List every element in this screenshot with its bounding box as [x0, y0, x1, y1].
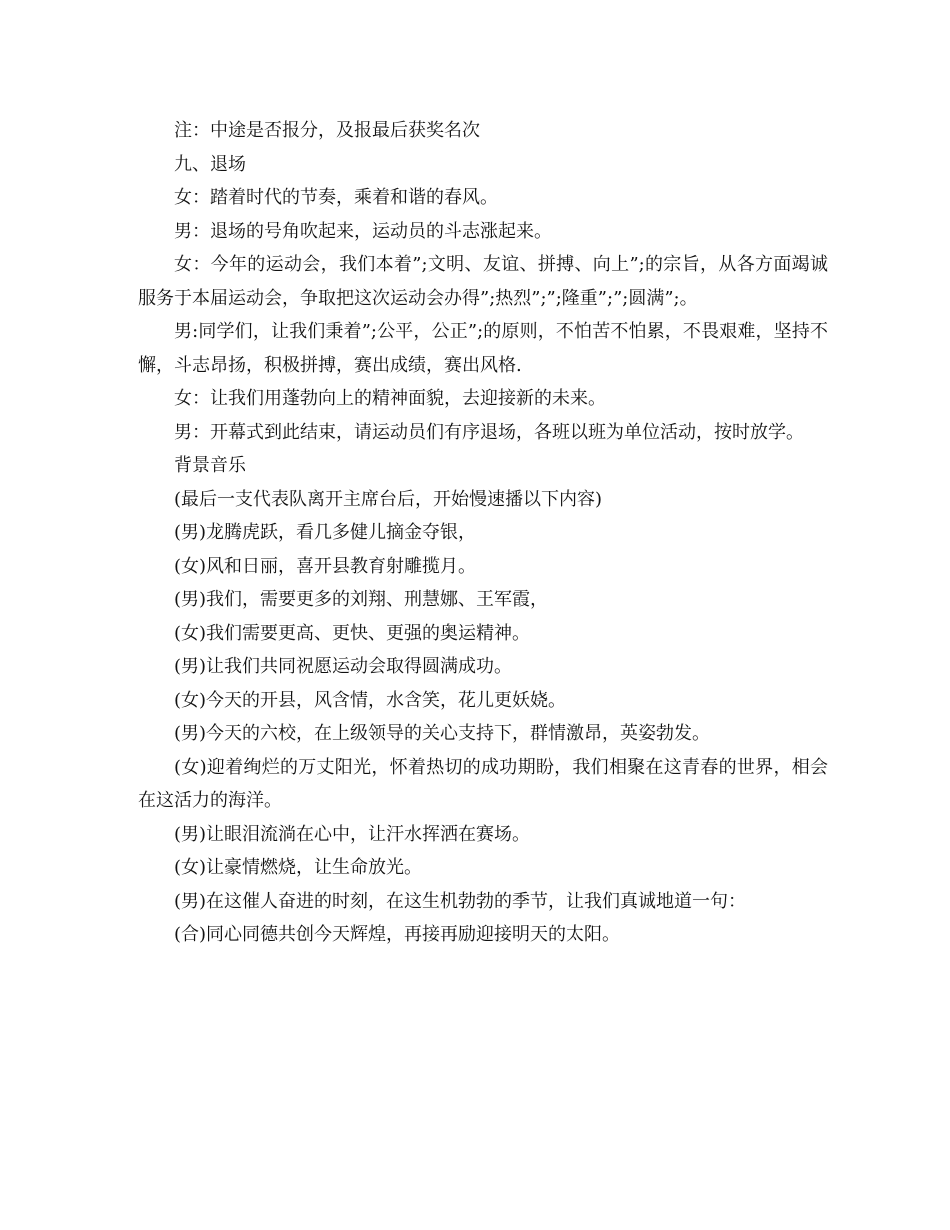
- paragraph: 女：踏着时代的节奏，乘着和谐的春风。: [174, 187, 498, 208]
- paragraph: 背景音乐: [174, 455, 246, 476]
- paragraph: (男)让眼泪流淌在心中，让汗水挥洒在赛场。: [174, 823, 531, 845]
- section-heading: 九、退场: [174, 153, 246, 175]
- paragraph: (女)今天的开县，风含情，水含笑，花儿更妖娆。: [174, 689, 567, 711]
- paragraph: (男)我们，需要更多的刘翔、刑慧娜、王军霞，: [174, 589, 549, 610]
- paragraph: (男)让我们共同祝愿运动会取得圆满成功。: [174, 656, 513, 677]
- paragraph: (女)让豪情燃烧，让生命放光。: [174, 857, 423, 878]
- paragraph: (男)今天的六校，在上级领导的关心支持下，群情激昂，英姿勃发。: [174, 723, 711, 744]
- paragraph: 女：今年的运动会，我们本着”;文明、友谊、拼搏、向上”;的宗旨，从各方面竭诚服务于本届运动会，争取把这次运动会办得”;热烈”;”;隆重”;”;圆满”;。: [138, 254, 828, 309]
- paragraph: (女)我们需要更高、更快、更强的奥运精神。: [174, 622, 531, 644]
- paragraph-note: 注：中途是否报分，及报最后获奖名次: [174, 120, 480, 141]
- paragraph: 男:同学们，让我们秉着”;公平，公正”;的原则，不怕苦不怕累，不畏艰难，坚持不懈，斗志昂扬，积极拼搏，赛出成绩，赛出风格.: [138, 321, 828, 376]
- paragraph: (男)龙腾虎跃，看几多健儿摘金夺银，: [174, 522, 477, 543]
- paragraph: (男)在这催人奋进的时刻，在这生机勃勃的季节，让我们真诚地道一句：: [174, 890, 747, 912]
- paragraph: 男：退场的号角吹起来，运动员的斗志涨起来。: [174, 220, 552, 242]
- paragraph: (最后一支代表队离开主席台后，开始慢速播以下内容): [174, 488, 603, 510]
- paragraph: 男：开幕式到此结束，请运动员们有序退场，各班以班为单位活动，按时放学。: [174, 421, 804, 443]
- paragraph: 女：让我们用蓬勃向上的精神面貌，去迎接新的未来。: [174, 388, 606, 409]
- paragraph: (女)迎着绚烂的万丈阳光，怀着热切的成功期盼，我们相聚在这青春的世界，相会在这活力的海洋。: [138, 756, 828, 811]
- paragraph: (女)风和日丽，喜开县教育射雕揽月。: [174, 555, 477, 577]
- paragraph: (合)同心同德共创今天辉煌，再接再励迎接明天的太阳。: [174, 924, 621, 945]
- document-body: [138, 114, 828, 952]
